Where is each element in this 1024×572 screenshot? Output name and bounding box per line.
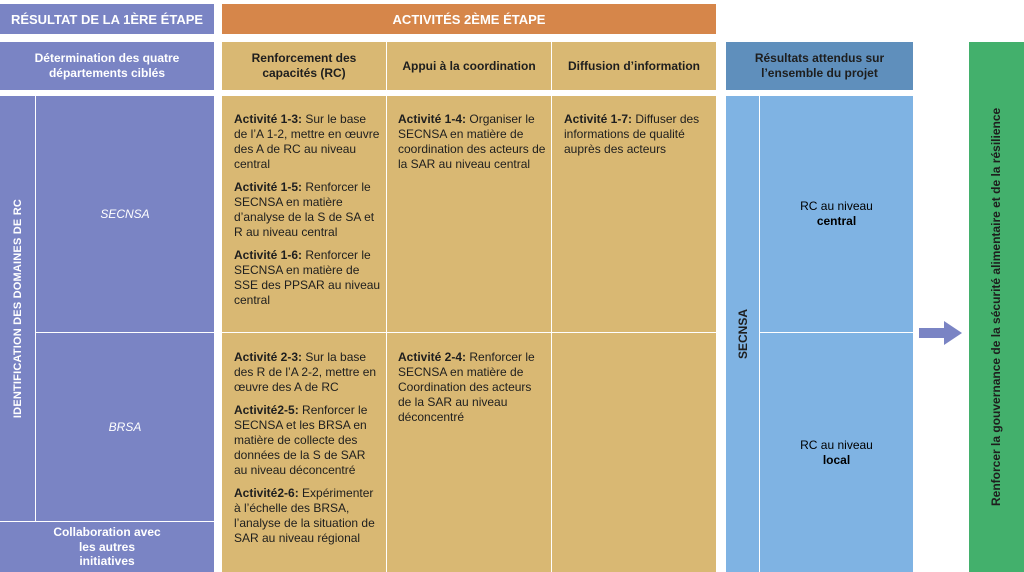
result-local <box>760 333 913 572</box>
coordination-label: Appui à la coordination <box>402 58 536 73</box>
resultats-header <box>726 42 913 90</box>
secnsa-label: SECNSA <box>100 207 150 221</box>
stage1-header-label: RÉSULTAT DE LA 1ÈRE ÉTAPE <box>10 11 204 27</box>
activity-2-6: Activité2-6: Expérimenter à l’échelle des BRSA, l’analyse de la situation de SAR au niveau régional <box>234 486 375 545</box>
result-central-prefix: RC au niveau <box>800 199 873 213</box>
identification-label: IDENTIFICATION DES DOMAINES DE RC <box>11 198 24 419</box>
right-arrow-icon <box>918 320 964 346</box>
results-secnsa-cell <box>726 96 759 572</box>
result-local-prefix: RC au niveau <box>800 437 873 452</box>
resultats-label: Résultats attendus sur l’ensemble du projet <box>754 51 885 80</box>
rc-header <box>222 42 386 90</box>
result-central-level: central <box>816 214 857 228</box>
diffusion-header <box>552 42 716 90</box>
activity-1-6: Activité 1-6: Renforcer le SECNSA en matière de SSE des PPSAR au niveau central <box>234 248 381 307</box>
stage2-header <box>222 4 716 34</box>
results-secnsa-label: SECNSA <box>735 308 750 359</box>
brsa-cell <box>36 333 214 521</box>
activity-1-4: Activité 1-4: Organiser le SECNSA en matière de coordination des acteurs de la SAR au niveau central <box>398 112 546 171</box>
activity-2-3: Activité 2-3: Sur la base des R de l’A 2-2, mettre en œuvre des A de RC <box>234 350 377 394</box>
determination-label: Détermination des quatre départements ciblés <box>34 51 180 80</box>
activity-1-5: Activité 1-5: Renforcer le SECNSA en matière d’analyse de la S de SA et R au niveau central <box>234 180 375 239</box>
coordination-header <box>387 42 551 90</box>
collaboration-cell <box>0 522 214 572</box>
activity-1-7: Activité 1-7: Diffuser des informations de qualité auprès des acteurs <box>564 112 700 156</box>
activity-2-4: Activité 2-4: Renforcer le SECNSA en matière de Coordination des acteurs de la SAR au niveau déconcentré <box>398 350 535 424</box>
goal-label: Renforcer la gouvernance de la sécurité alimentaire et de la résilience <box>989 107 1003 507</box>
rc-central-activities <box>234 112 382 316</box>
coordination-local-activities <box>398 350 548 433</box>
secnsa-cell <box>36 96 214 332</box>
determination-header <box>0 42 214 90</box>
result-central <box>760 96 913 332</box>
collaboration-label: Collaboration avec les autres initiatives <box>53 525 161 569</box>
stage2-header-label: ACTIVITÉS 2ÈME ÉTAPE <box>392 11 546 27</box>
stage1-header <box>0 4 214 34</box>
activity-1-3: Activité 1-3: Sur le base de l’A 1-2, mettre en œuvre des A de RC au niveau central <box>234 112 380 171</box>
brsa-label: BRSA <box>108 420 142 434</box>
diffusion-activities <box>564 112 712 165</box>
activity-2-5: Activité2-5: Renforcer le SECNSA et les BRSA en matière de collecte des données de la S de SAR au niveau déconcentré <box>234 403 368 477</box>
result-local-level: local <box>822 452 851 467</box>
identification-cell <box>0 96 35 521</box>
coordination-central-activities <box>398 112 548 180</box>
rc-local-activities <box>234 350 382 554</box>
diffusion-label: Diffusion d’information <box>568 58 700 73</box>
goal-cell <box>969 42 1024 572</box>
rc-label: Renforcement des capacités (RC) <box>251 51 357 80</box>
